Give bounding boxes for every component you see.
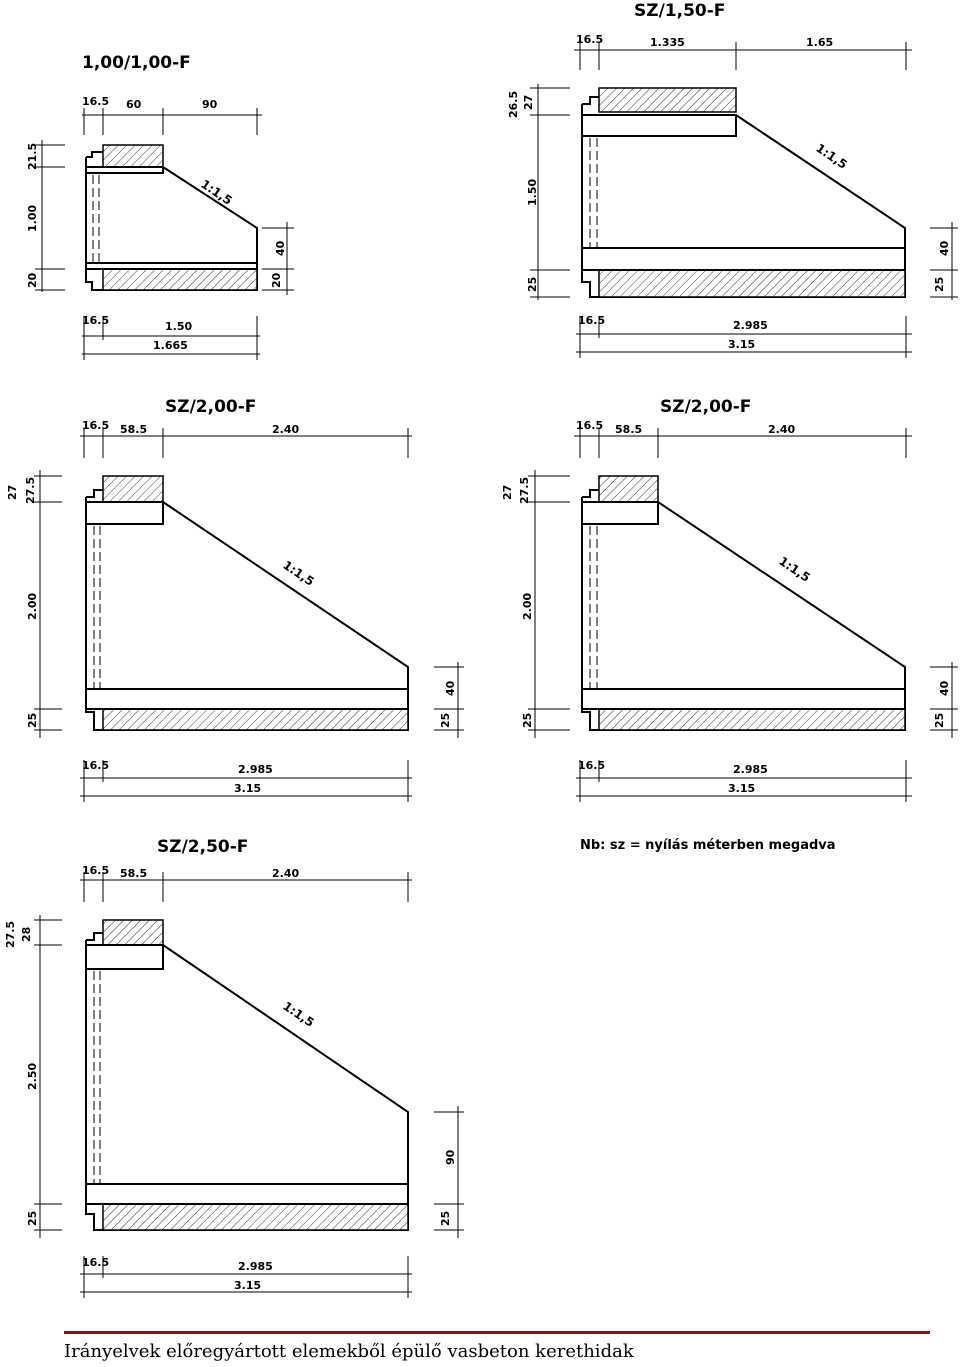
dim-left-4: 25 (526, 276, 539, 292)
dim-left-3: 1.50 (526, 178, 539, 206)
slope-label: 1:1,5 (813, 140, 850, 172)
dim-left-4: 25 (521, 712, 534, 728)
dim-right-2: 25 (933, 276, 946, 292)
dim-right-1: 40 (938, 680, 951, 696)
dim-left-1: 27 (6, 484, 19, 500)
slope-label: 1:1,5 (280, 557, 317, 589)
dim-right-2: 25 (439, 1210, 452, 1226)
dim-bottom-3: 3.15 (234, 782, 262, 795)
dim-left-3: 20 (26, 272, 39, 288)
dim-left-3: 2.00 (521, 592, 534, 620)
footer-text: Irányelvek előregyártott elemekből épülő vasbeton kerethidak (64, 1341, 634, 1362)
dim-left-3: 2.50 (26, 1062, 39, 1090)
dim-top-1: 16.5 (82, 419, 110, 432)
dim-bottom-3: 3.15 (234, 1279, 262, 1292)
drawing-sz-1-50 (507, 1, 958, 358)
dim-left-2: 28 (20, 926, 33, 942)
dim-top-1: 16.5 (82, 864, 110, 877)
dim-right-2: 25 (439, 712, 452, 728)
dim-bottom-1: 16.5 (578, 759, 606, 772)
drawing-title: SZ/2,50-F (157, 837, 249, 857)
drawing-title: SZ/1,50-F (634, 1, 726, 21)
dim-right-1: 40 (938, 240, 951, 256)
slope-label: 1:1,5 (776, 553, 813, 585)
dim-top-2: 1.335 (650, 36, 685, 49)
dim-bottom-2: 2.985 (238, 1260, 273, 1273)
dim-bottom-3: 1.665 (153, 339, 188, 352)
note-text: Nb: sz = nyílás méterben megadva (580, 838, 836, 853)
dim-bottom-1: 16.5 (82, 314, 110, 327)
dim-left-2: 1.00 (26, 204, 39, 232)
dim-right-1: 40 (444, 680, 457, 696)
dim-left-4: 25 (26, 712, 39, 728)
dim-right-2: 20 (270, 272, 283, 288)
dim-top-3: 1.65 (806, 36, 834, 49)
dim-right-2: 25 (933, 712, 946, 728)
dim-bottom-3: 3.15 (728, 338, 756, 351)
dim-bottom-1: 16.5 (82, 1256, 110, 1269)
dim-left-1: 26.5 (507, 90, 520, 118)
footer-rule (64, 1331, 930, 1334)
dim-top-3: 90 (202, 98, 218, 111)
dim-left-1: 27.5 (4, 920, 17, 948)
drawing-sz-2-50 (4, 837, 464, 1298)
dim-top-3: 2.40 (768, 423, 796, 436)
dim-top-2: 58.5 (615, 423, 643, 436)
drawing-1-00 (26, 53, 294, 360)
dim-top-2: 58.5 (120, 867, 148, 880)
dim-bottom-2: 2.985 (733, 763, 768, 776)
dim-bottom-1: 16.5 (82, 759, 110, 772)
dim-bottom-3: 3.15 (728, 782, 756, 795)
dim-top-2: 58.5 (120, 423, 148, 436)
dim-left-4: 25 (26, 1210, 39, 1226)
dim-top-1: 16.5 (576, 419, 604, 432)
dim-left-2: 27.5 (518, 476, 531, 504)
dim-top-1: 16.5 (82, 95, 110, 108)
drawing-title: SZ/2,00-F (165, 397, 257, 417)
dim-top-3: 2.40 (272, 867, 300, 880)
drawing-sz-2-00-left (6, 397, 464, 802)
dim-left-3: 2.00 (26, 592, 39, 620)
drawing-title: 1,00/1,00-F (82, 53, 191, 73)
dim-right-1: 40 (274, 240, 287, 256)
dim-top-2: 60 (126, 98, 142, 111)
drawing-title: SZ/2,00-F (660, 397, 752, 417)
dim-left-1: 21.5 (26, 142, 39, 170)
dim-left-2: 27.5 (24, 476, 37, 504)
dim-bottom-2: 1.50 (165, 320, 193, 333)
drawing-sz-2-00-right (501, 397, 958, 802)
dim-bottom-1: 16.5 (578, 314, 606, 327)
dim-left-1: 27 (501, 484, 514, 500)
dim-bottom-2: 2.985 (238, 763, 273, 776)
dim-bottom-2: 2.985 (733, 319, 768, 332)
dim-left-2: 27 (522, 94, 535, 110)
dim-right-1: 90 (444, 1149, 457, 1165)
slope-label: 1:1,5 (280, 998, 317, 1030)
slope-label: 1:1,5 (198, 176, 235, 208)
dim-top-3: 2.40 (272, 423, 300, 436)
dim-top-1: 16.5 (576, 33, 604, 46)
